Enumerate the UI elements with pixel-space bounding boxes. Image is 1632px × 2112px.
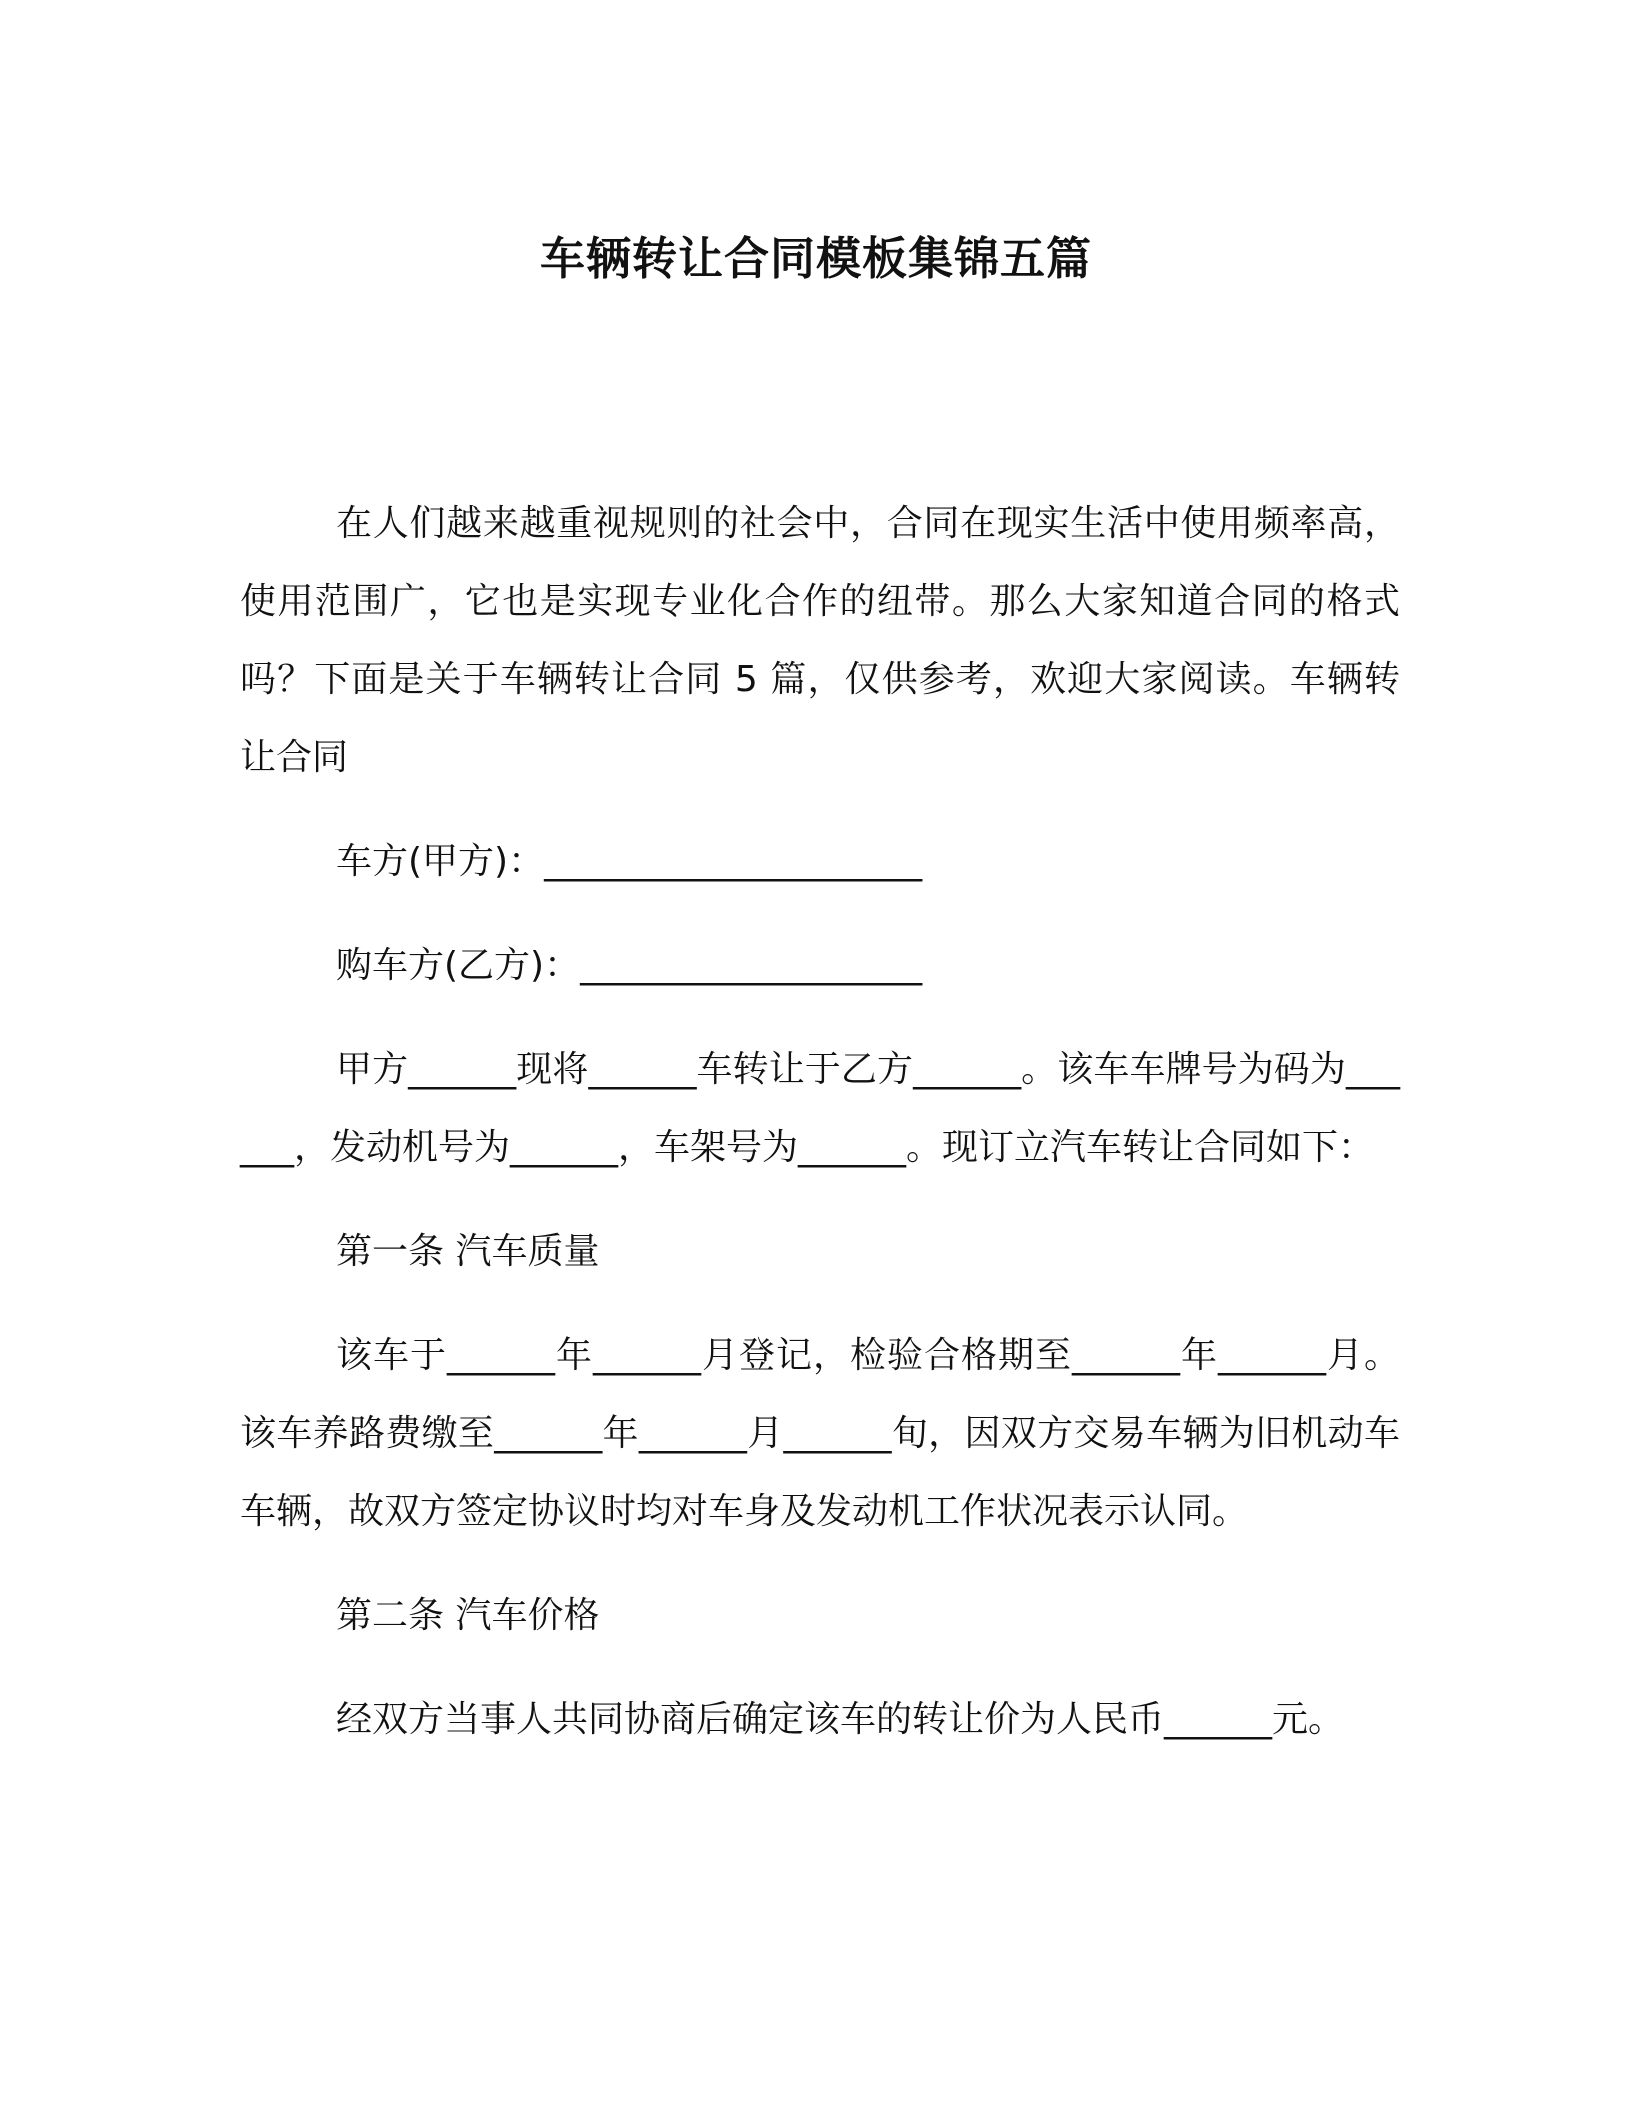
- article-2-body: 经双方当事人共同协商后确定该车的转让价为人民币______元。: [336, 1699, 1345, 1740]
- document-title: 车辆转让合同模板集锦五篇: [539, 232, 1092, 285]
- buyer-line: 购车方(乙方)：___________________: [336, 945, 923, 986]
- article-1-body: 该车于______年______月登记，检验合格期至______年______月。该车养路费缴至______年______月______旬，因双方交易车辆为旧机动车车辆，故双方签定协议时均对车身及发动机工作状况表示认同。: [240, 1335, 1400, 1532]
- transfer-paragraph: 甲方______现将______车转让于乙方______。该车车牌号为码为______，发动机号为______，车架号为______。现订立汽车转让合同如下：: [240, 1049, 1400, 1168]
- document-body: [240, 485, 1400, 1785]
- seller-line: 车方(甲方)：_____________________: [336, 841, 923, 882]
- article-2-heading: 第二条 汽车价格: [336, 1595, 600, 1636]
- article-1-heading: 第一条 汽车质量: [336, 1231, 600, 1272]
- intro-paragraph: 在人们越来越重视规则的社会中，合同在现实生活中使用频率高，使用范围广，它也是实现专业化合作的纽带。那么大家知道合同的格式吗？下面是关于车辆转让合同 5 篇，仅供参考，欢迎大家阅读。车辆转让合同: [240, 503, 1400, 778]
